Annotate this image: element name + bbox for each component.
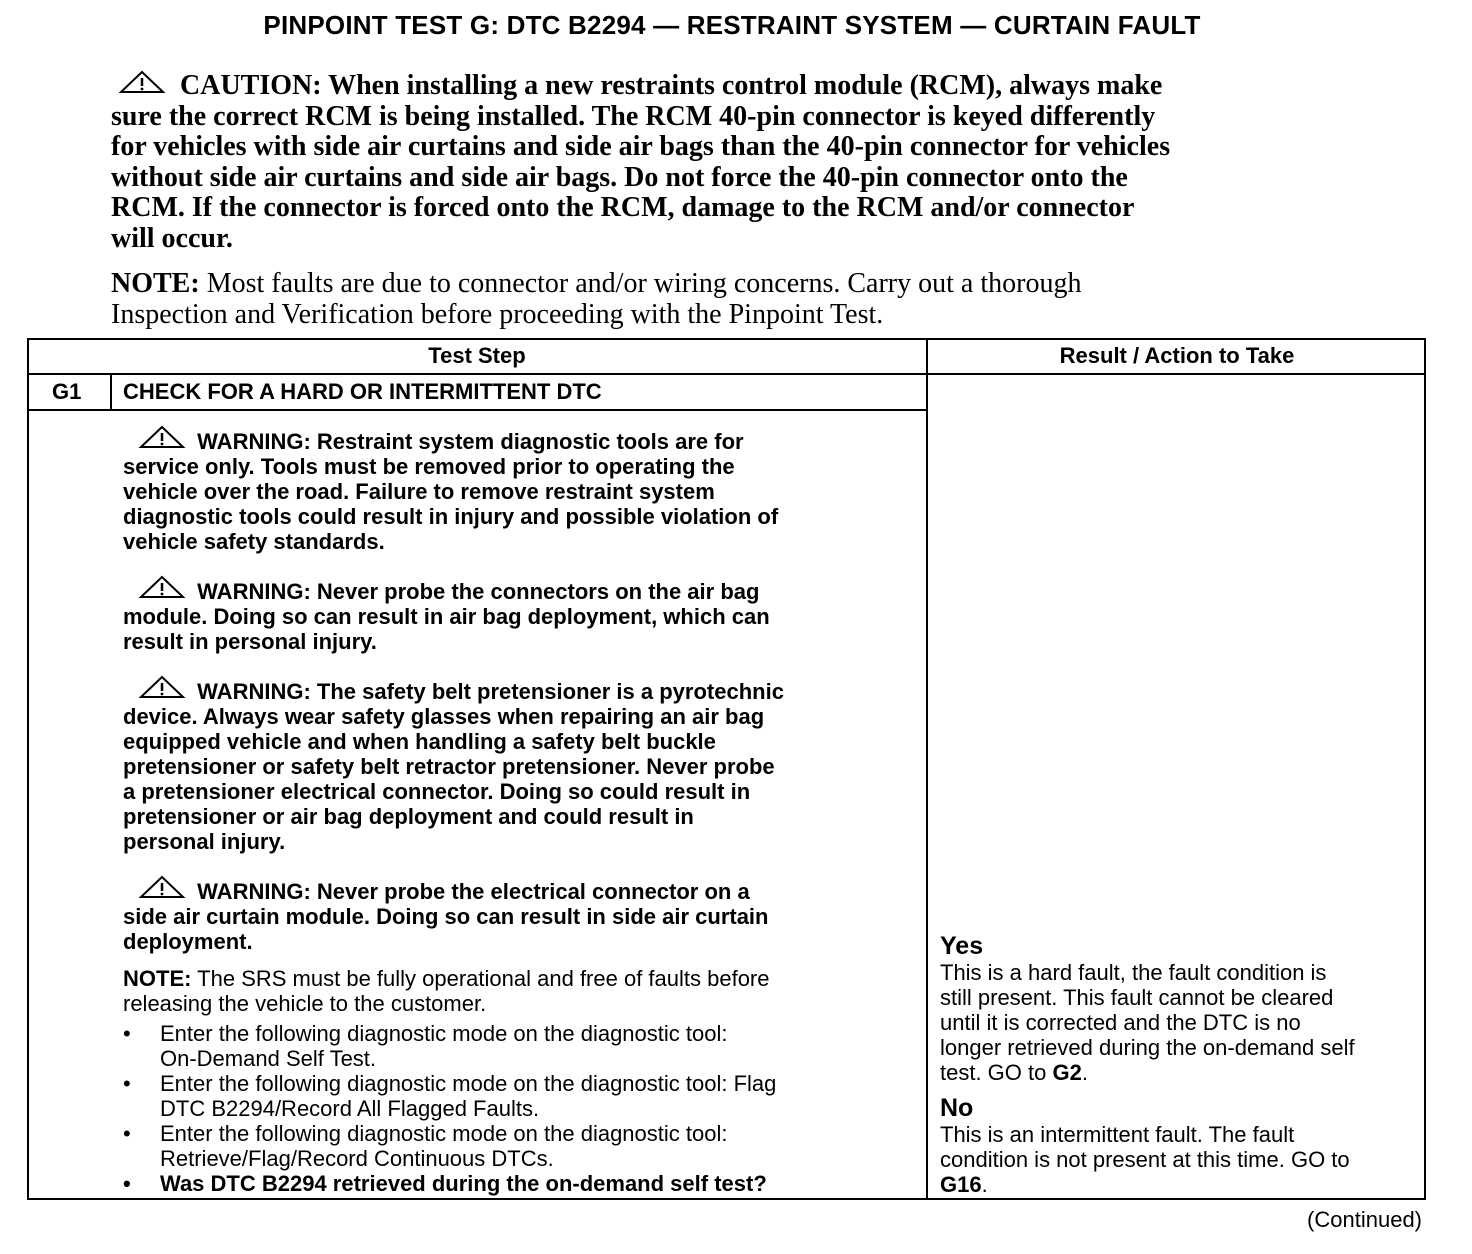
note-line: Most faults are due to connector and/or wiring concerns. Carry out a thorough <box>206 268 1082 299</box>
warning-line: a pretensioner electrical connector. Doing so could result in <box>123 779 751 804</box>
goto-link-g2[interactable]: G2 <box>1052 1060 1082 1085</box>
note-block <box>111 268 1361 330</box>
warning-triangle-icon <box>111 70 173 94</box>
note-line: The SRS must be fully operational and free of faults before <box>197 966 770 991</box>
note-label: NOTE: <box>123 966 192 991</box>
step-instructions <box>123 1021 903 1196</box>
warning-line: vehicle safety standards. <box>123 529 385 554</box>
result-yes-label: Yes <box>940 932 984 960</box>
result-yes <box>940 932 1420 1085</box>
result-line: longer retrieved during the on-demand self <box>940 1035 1355 1060</box>
warning-line: personal injury. <box>123 829 286 854</box>
caution-line: When installing a new restraints control module (RCM), always make <box>328 70 1163 101</box>
note-line: releasing the vehicle to the customer. <box>123 991 487 1016</box>
srs-note <box>123 966 903 1016</box>
caution-line: for vehicles with side air curtains and side air bags than the 40-pin connector for vehicles <box>111 131 1171 163</box>
warning-line: equipped vehicle and when handling a safety belt buckle <box>123 729 716 754</box>
warning-line: module. Doing so can result in air bag deployment, which can <box>123 604 770 629</box>
column-header-test-step: Test Step <box>428 343 526 368</box>
result-punct: . <box>1081 1060 1088 1085</box>
warning-line: The safety belt pretensioner is a pyrotechnic <box>316 679 784 704</box>
warning-line: result in personal injury. <box>123 629 377 654</box>
result-line: still present. This fault cannot be cleared <box>940 985 1334 1010</box>
warning-4 <box>123 875 903 954</box>
instruction-line: • Enter the following diagnostic mode on the diagnostic tool: Flag <box>160 1071 777 1096</box>
caution-block <box>111 70 1361 255</box>
result-line: This is a hard fault, the fault condition is <box>940 960 1327 985</box>
warning-label: WARNING: <box>197 429 311 454</box>
step-id: G1 <box>52 379 82 404</box>
instruction-item <box>123 1071 903 1121</box>
result-no-label: No <box>940 1094 974 1122</box>
caution-line: sure the correct RCM is being installed. The RCM 40-pin connector is keyed differently <box>111 100 1156 132</box>
column-header-result: Result / Action to Take <box>1059 343 1295 368</box>
warning-line: Never probe the electrical connector on a <box>316 879 750 904</box>
warning-triangle-icon <box>133 575 191 599</box>
result-line: This is an intermittent fault. The fault <box>940 1122 1295 1147</box>
warning-line: diagnostic tools could result in injury and possible violation of <box>123 504 779 529</box>
step-title: CHECK FOR A HARD OR INTERMITTENT DTC <box>123 379 602 404</box>
warning-line: Restraint system diagnostic tools are for <box>316 429 744 454</box>
warning-label: WARNING: <box>197 879 311 904</box>
warning-line: deployment. <box>123 929 253 954</box>
caution-line: will occur. <box>111 222 233 254</box>
warning-line: vehicle over the road. Failure to remove restraint system <box>123 479 715 504</box>
warning-1 <box>123 425 903 554</box>
instruction-line: Retrieve/Flag/Record Continuous DTCs. <box>160 1146 554 1171</box>
instruction-question <box>123 1171 903 1196</box>
warning-line: Never probe the connectors on the air bag <box>316 579 760 604</box>
caution-line: RCM. If the connector is forced onto the RCM, damage to the RCM and/or connector <box>111 192 1135 224</box>
page-title: PINPOINT TEST G: DTC B2294 — RESTRAINT SYSTEM — CURTAIN FAULT <box>263 10 1201 40</box>
goto-link-g16[interactable]: G16 <box>940 1172 982 1197</box>
warning-triangle-icon <box>133 675 191 699</box>
warning-line: side air curtain module. Doing so can result in side air curtain <box>123 904 769 929</box>
caution-label: CAUTION: <box>180 70 322 101</box>
caution-line: without side air curtains and side air bags. Do not force the 40-pin connector onto the <box>111 161 1128 193</box>
warning-line: pretensioner or air bag deployment and could result in <box>123 804 694 829</box>
instruction-line: DTC B2294/Record All Flagged Faults. <box>160 1096 540 1121</box>
result-punct: . <box>981 1172 988 1197</box>
warning-label: WARNING: <box>197 679 311 704</box>
warning-label: WARNING: <box>197 579 311 604</box>
warning-triangle-icon <box>133 425 191 449</box>
header-divider <box>27 373 1426 375</box>
column-divider <box>926 338 928 1200</box>
result-line: condition is not present at this time. GO to <box>940 1147 1350 1172</box>
warning-line: service only. Tools must be removed prior to operating the <box>123 454 735 479</box>
instruction-item <box>123 1021 903 1071</box>
instruction-line: • Was DTC B2294 retrieved during the on-demand self test? <box>160 1171 767 1196</box>
result-line: until it is corrected and the DTC is no <box>940 1010 1301 1035</box>
warning-2 <box>123 575 903 654</box>
result-no <box>940 1094 1420 1197</box>
result-line: test. GO to <box>940 1060 1053 1085</box>
step-id-divider <box>110 373 112 411</box>
step-title-divider <box>27 409 928 411</box>
instruction-item <box>123 1121 903 1171</box>
instruction-line: • Enter the following diagnostic mode on the diagnostic tool: <box>160 1021 728 1046</box>
instruction-line: On-Demand Self Test. <box>160 1046 377 1071</box>
note-label: NOTE: <box>111 268 200 299</box>
continued-label: (Continued) <box>1307 1207 1422 1232</box>
instruction-line: • Enter the following diagnostic mode on the diagnostic tool: <box>160 1121 728 1146</box>
warning-line: pretensioner or safety belt retractor pretensioner. Never probe <box>123 754 775 779</box>
warning-triangle-icon <box>133 875 191 899</box>
warning-3 <box>123 675 903 854</box>
note-line: Inspection and Verification before proceeding with the Pinpoint Test. <box>111 299 884 330</box>
warning-line: device. Always wear safety glasses when repairing an air bag <box>123 704 765 729</box>
